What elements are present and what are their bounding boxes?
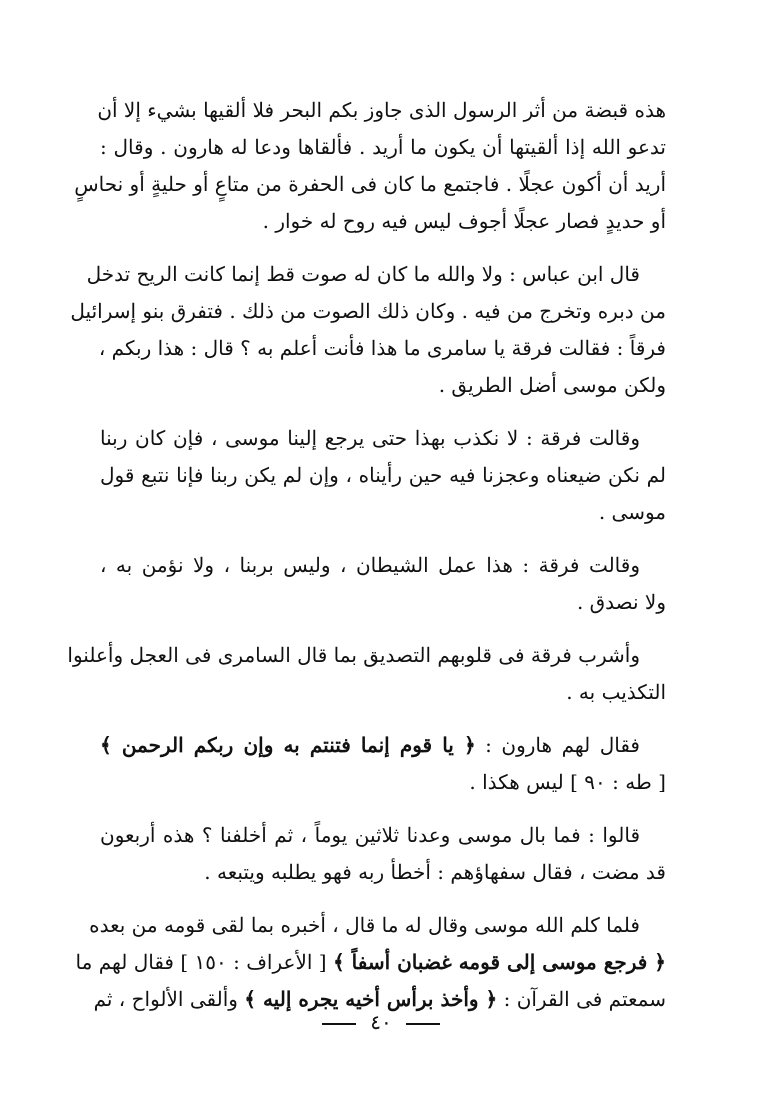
text-line: وقالت فرقة : لا نكذب بهذا حتى يرجع إلينا موسى ، فإن كان ربنا xyxy=(100,426,640,450)
text-line: تدعو الله إذا ألقيتها أن يكون ما أريد . فألقاها ودعا له هارون . وقال : xyxy=(100,135,666,159)
quran-verse: ﴿ وأخذ برأس أخيه يجره إليه ﴾ xyxy=(244,987,498,1011)
text-line: قد مضت ، فقال سفهاؤهم : أخطأ ربه فهو يطلبه ويتبعه . xyxy=(204,860,666,884)
text-line: فلما كلم الله موسى وقال له ما قال ، أخبره بما لقى قومه من بعده xyxy=(89,913,640,937)
quran-verse: ﴿ فرجع موسى إلى قومه غضبان أسفاً ﴾ xyxy=(332,950,666,974)
page-footer xyxy=(0,1010,762,1034)
text-line: التكذيب به . xyxy=(566,680,666,704)
footer-dash-right xyxy=(322,1023,356,1025)
paragraph-3 xyxy=(100,420,666,531)
text-line: من دبره وتخرج من فيه . وكان ذلك الصوت من ذلك . فتفرق بنو إسرائيل xyxy=(70,299,666,323)
text-line: لم نكن ضيعناه وعجزنا فيه حين رأيناه ، وإن لم يكن ربنا فإنا نتبع قول xyxy=(100,463,666,487)
page-number: ٤٠ xyxy=(370,1010,392,1034)
text-line: قالوا : فما بال موسى وعدنا ثلاثين يوماً ، ثم أخلفنا ؟ هذه أربعون xyxy=(100,823,640,847)
text-line: فرقاً : فقالت فرقة يا سامرى ما هذا فأنت أعلم به ؟ قال : هذا ربكم ، xyxy=(98,336,666,360)
text-line: ولا نصدق . xyxy=(576,590,666,614)
text-line: وقالت فرقة : هذا عمل الشيطان ، وليس بربنا ، ولا نؤمن به ، xyxy=(100,553,640,577)
footer-dash-left xyxy=(406,1023,440,1025)
text-line: أو حديدٍ فصار عجلًا أجوف ليس فيه روح له خوار . xyxy=(262,209,666,233)
paragraph-6 xyxy=(100,727,666,801)
paragraph-7 xyxy=(100,817,666,891)
text-line-quran-quote: ﴿ فرجع موسى إلى قومه غضبان أسفاً ﴾ [ الأعراف : ١٥٠ ] فقال لهم ما xyxy=(75,950,666,974)
paragraph-4 xyxy=(100,547,666,621)
text-line-quran-quote: فقال لهم هارون : ﴿ يا قوم إنما فتنتم به وإن ربكم الرحمن ﴾ xyxy=(100,733,640,757)
text-line-quran-quote: سمعتم فى القرآن : ﴿ وأخذ برأس أخيه يجره إليه ﴾ وألقى الألواح ، ثم xyxy=(93,987,666,1011)
text-line: [ طه : ٩٠ ] ليس هكذا . xyxy=(469,770,666,794)
paragraph-1 xyxy=(74,92,666,240)
text-line: قال ابن عباس : ولا والله ما كان له صوت قط إنما كانت الريح تدخل xyxy=(86,262,640,286)
text-line: هذه قبضة من أثر الرسول الذى جاوز بكم البحر فلا ألقيها بشيء إلا أن xyxy=(97,98,666,122)
text-line: موسى . xyxy=(598,500,666,524)
text-line: ولكن موسى أضل الطريق . xyxy=(438,373,666,397)
document-page xyxy=(67,92,666,1034)
quran-verse: ﴿ يا قوم إنما فتنتم به وإن ربكم الرحمن ﴾ xyxy=(100,733,476,757)
paragraph-2 xyxy=(70,256,666,404)
paragraph-5 xyxy=(67,637,666,711)
text-line: أريد أن أكون عجلًا . فاجتمع ما كان فى الحفرة من متاعٍ أو حليةٍ أو نحاسٍ xyxy=(74,172,666,196)
paragraph-8 xyxy=(75,907,666,1018)
text-line: وأشرب فرقة فى قلوبهم التصديق بما قال السامرى فى العجل وأعلنوا xyxy=(67,643,640,667)
